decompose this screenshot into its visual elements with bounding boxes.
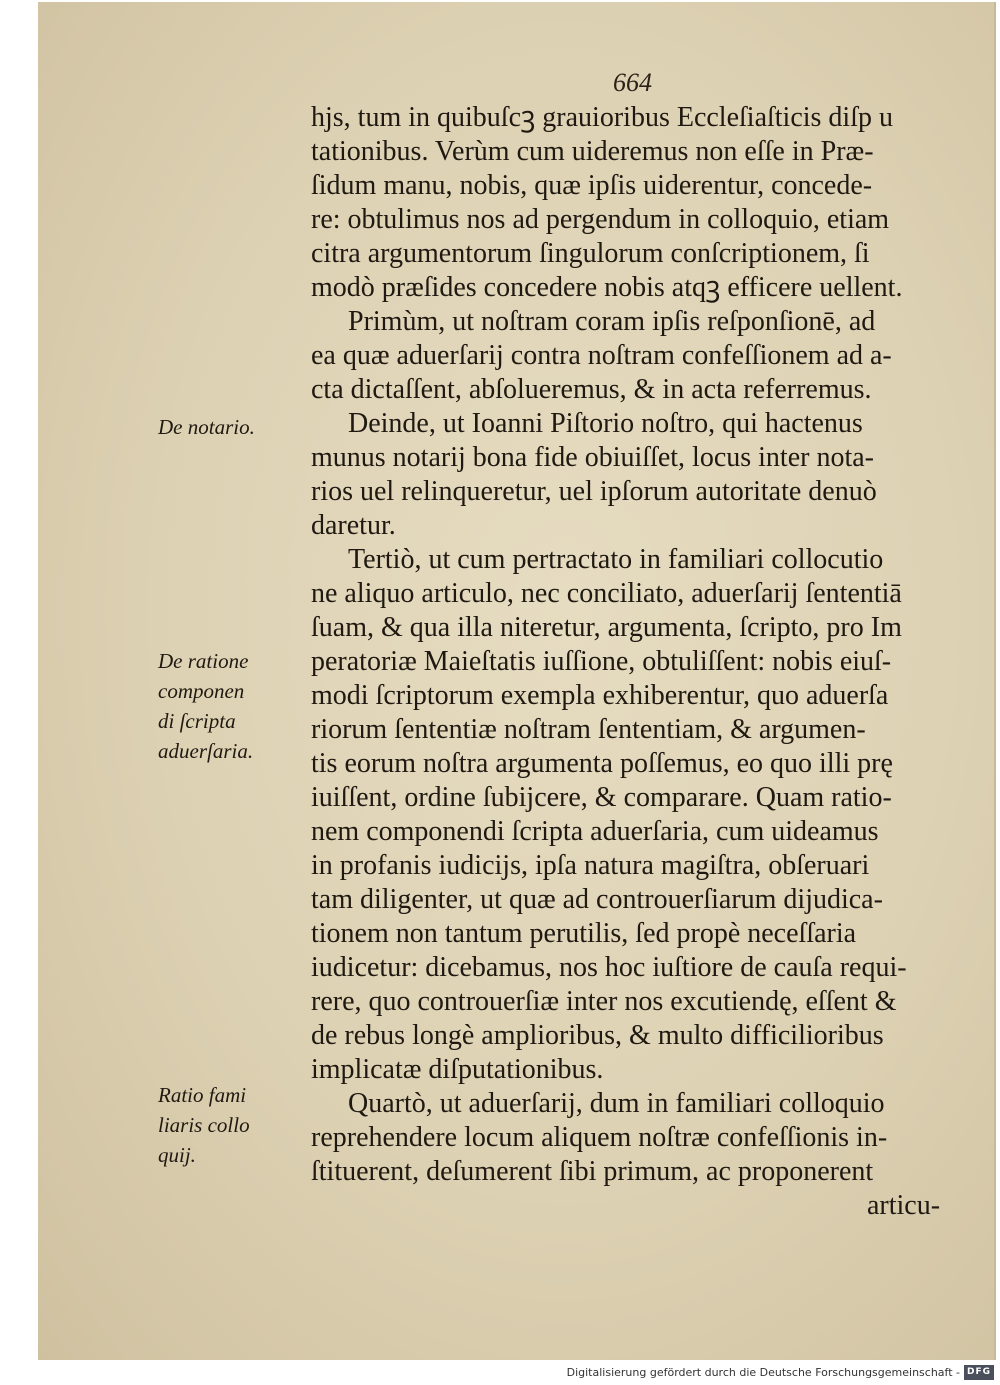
marginal-note: quij. [158, 1143, 196, 1167]
text-line: munus notarij bona fide obiuiſſet, locus inter nota- [311, 442, 874, 473]
text-line: nem componendi ſcripta aduerſaria, cum uideamus [311, 816, 879, 847]
text-line: ſidum manu, nobis, quæ ipſis uiderentur, concede- [311, 170, 873, 201]
marginal-note: De ratione [158, 649, 249, 673]
text-line: modò præſides concedere nobis atqꝫ efficere uellent. [311, 272, 903, 303]
text-line: tationibus. Verùm cum uideremus non eſſe in Præ- [311, 136, 874, 167]
text-line: Primùm, ut noſtram coram ipſis reſponſionē, ad [348, 306, 876, 337]
text-line: ne aliquo articulo, nec conciliato, aduerſarij ſententiā [311, 578, 902, 609]
marginal-note: aduerſaria. [158, 739, 254, 763]
funding-credit: Digitalisierung gefördert durch die Deutsche Forschungsgemeinschaft - [566, 1366, 960, 1379]
text-line: tam diligenter, ut quæ ad controuerſiarum dijudica- [311, 884, 883, 915]
text-line: tis eorum noſtra argumenta poſſemus, eo quo illi prę [311, 748, 893, 779]
text-line: riorum ſententiæ noſtram ſententiam, & argumen- [311, 714, 866, 745]
text-line: iuiſſent, ordine ſubijcere, & comparare. Quam ratio- [311, 782, 892, 813]
dfg-logo: DFG [964, 1365, 994, 1380]
text-line: tionem non tantum perutilis, ſed propè neceſſaria [311, 918, 857, 949]
text-line: hjs, tum in quibuſcꝫ grauioribus Eccleſiaſticis diſp u [311, 102, 893, 133]
text-line: iudicetur: dicebamus, nos hoc iuſtiore de cauſa requi- [311, 952, 907, 983]
marginal-note: Ratio fami [158, 1083, 247, 1107]
text-line: implicatæ diſputationibus. [311, 1054, 604, 1085]
catchword: articu- [867, 1190, 941, 1221]
text-line: modi ſcriptorum exempla exhiberentur, quo aduerſa [311, 680, 889, 711]
text-line: ea quæ aduerſarij contra noſtram confeſſionem ad a- [311, 340, 892, 371]
marginal-note: liaris collo [158, 1113, 250, 1137]
text-line: Quartò, ut aduerſarij, dum in familiari colloquio [348, 1088, 885, 1119]
text-line: citra argumentorum ſingulorum conſcriptionem, ſi [311, 238, 870, 269]
marginal-note: di ſcripta [158, 709, 236, 733]
text-line: ſuam, & qua illa niteretur, argumenta, ſcripto, pro Im [311, 612, 902, 643]
marginal-note: componen [158, 679, 245, 703]
text-line: de rebus longè amplioribus, & multo difficilioribus [311, 1020, 884, 1051]
text-line: ſtituerent, deſumerent ſibi primum, ac proponerent [311, 1156, 874, 1187]
text-line: in profanis iudicijs, ipſa natura magiſtra, obſeruari [311, 850, 870, 881]
text-line: Tertiò, ut cum pertractato in familiari collocutio [348, 544, 884, 575]
text-line: daretur. [311, 510, 396, 541]
footer-bar [0, 1362, 1000, 1385]
text-line: rios uel relinqueretur, uel ipſorum autoritate denuò [311, 476, 877, 507]
text-line: re: obtulimus nos ad pergendum in colloquio, etiam [311, 204, 890, 235]
text-line: peratoriæ Maieſtatis iuſſione, obtuliſſent: nobis eiuſ- [311, 646, 892, 677]
page-number: 664 [613, 68, 652, 97]
text-line: reprehendere locum aliquem noſtræ confeſſionis in- [311, 1122, 888, 1153]
text-line: Deinde, ut Ioanni Piſtorio noſtro, qui hactenus [348, 408, 863, 439]
text-line: cta dictaſſent, abſolueremus, & in acta referremus. [311, 374, 872, 405]
marginal-note: De notario. [158, 415, 255, 439]
text-line: rere, quo controuerſiæ inter nos excutiendę, eſſent & [311, 986, 897, 1017]
